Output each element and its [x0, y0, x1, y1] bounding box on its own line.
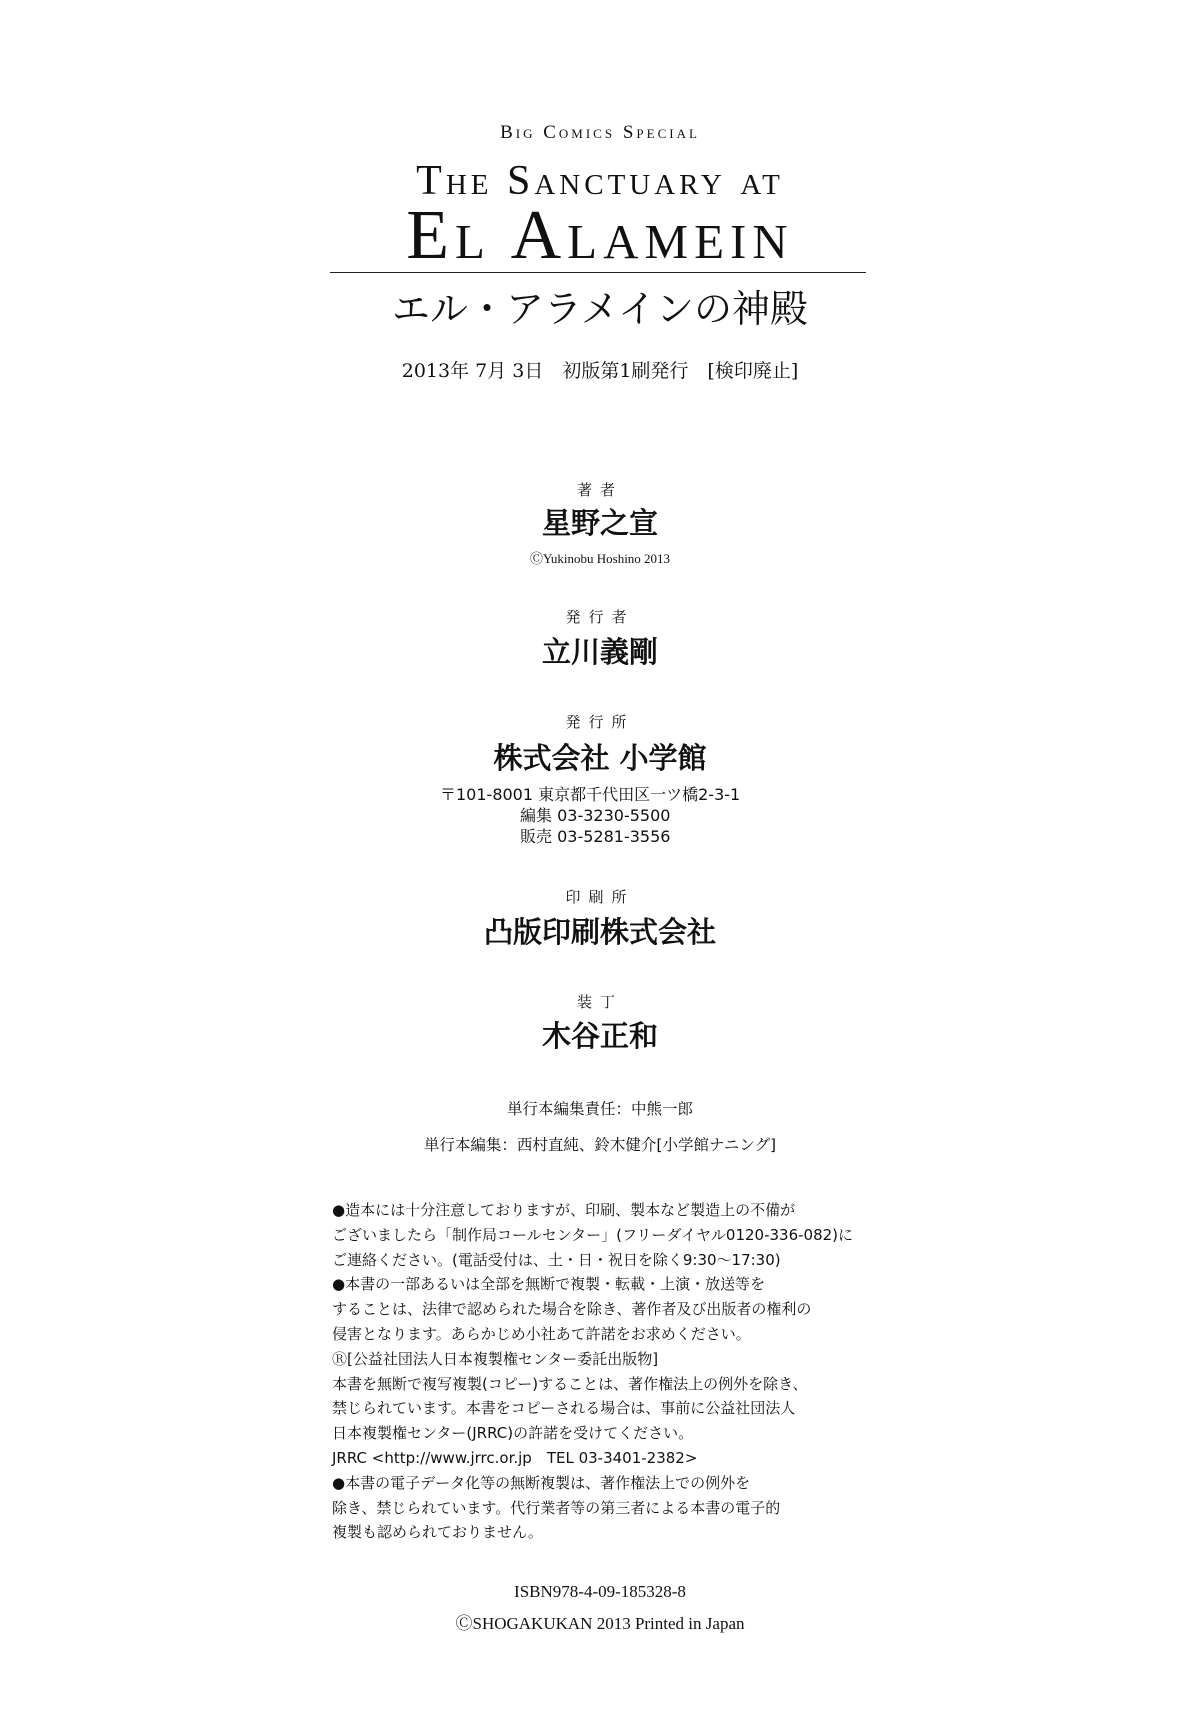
- notice-line: 侵害となります。あらかじめ小社あて許諾をお求めください。: [332, 1324, 751, 1343]
- notice-line: ございましたら「制作局コールセンター」(フリーダイヤル0120-336-082)に: [332, 1225, 854, 1244]
- design-role: 装丁: [576, 993, 623, 1011]
- author-role: 著者: [576, 481, 623, 499]
- publication-date: 2013年 7月 3日 初版第1刷発行 [検印廃止]: [401, 360, 799, 382]
- publisher-name: 立川義剛: [541, 635, 658, 669]
- editors: 単行本編集：西村直純、鈴木健介[小学館ナニング]: [423, 1136, 777, 1154]
- author-name: 星野之宣: [541, 506, 658, 540]
- printer-role: 印刷所: [565, 888, 635, 906]
- legal-notice: [332, 1198, 872, 1545]
- design-name: 木谷正和: [541, 1019, 658, 1053]
- title-en-line2: El Alamein: [406, 197, 794, 274]
- notice-line: 禁じられています。本書をコピーされる場合は、事前に公益社団法人: [332, 1399, 796, 1418]
- notice-line: ●本書の一部あるいは全部を無断で複製・転載・上演・放送等を: [332, 1275, 766, 1294]
- author-copyright: ⒸYukinobu Hoshino 2013: [529, 551, 671, 566]
- publishing-house-role: 発行所: [565, 713, 635, 731]
- notice-line: 本書を無断で複写複製(コピー)することは、著作権法上の例外を除き、: [332, 1374, 808, 1393]
- notice-line: 複製も認められておりません。: [332, 1523, 543, 1542]
- publisher-role: 発行者: [565, 608, 635, 626]
- sales-phone: 販売 03-5281-3556: [520, 827, 671, 846]
- editorial-phone: 編集 03-3230-5500: [520, 806, 671, 825]
- footer-copyright: ⒸSHOGAKUKAN 2013 Printed in Japan: [455, 1614, 745, 1633]
- notice-line: Ⓡ[公益社団法人日本複製権センター委託出版物]: [332, 1349, 659, 1368]
- publisher-address: [440, 784, 740, 847]
- title-en-line1: The Sanctuary at: [416, 158, 784, 204]
- notice-line: ご連絡ください。(電話受付は、土・日・祝日を除く9:30〜17:30): [332, 1250, 781, 1269]
- publishing-house-name: 株式会社 小学館: [493, 741, 707, 775]
- address-line: 〒101-8001 東京都千代田区一ツ橋2-3-1: [440, 785, 741, 804]
- title-jp: エル・アラメインの神殿: [391, 287, 809, 331]
- notice-line: JRRC <http://www.jrrc.or.jp TEL 03-3401-2382>: [332, 1448, 698, 1467]
- notice-line: ●造本には十分注意しておりますが、印刷、製本など製造上の不備が: [332, 1201, 796, 1219]
- printer-name: 凸版印刷株式会社: [483, 915, 716, 949]
- notice-line: 日本複製権センター(JRRC)の許諾を受けてください。: [332, 1424, 694, 1443]
- notice-line: 除き、禁じられています。代行業者等の第三者による本書の電子的: [332, 1498, 781, 1517]
- isbn: ISBN978-4-09-185328-8: [514, 1582, 686, 1601]
- notice-line: することは、法律で認められた場合を除き、著作者及び出版者の権利の: [332, 1300, 812, 1319]
- title-divider: [330, 272, 866, 273]
- notice-line: ●本書の電子データ化等の無断複製は、著作権法上での例外を: [332, 1473, 751, 1492]
- editor-in-charge: 単行本編集責任：中熊一郎: [506, 1100, 693, 1118]
- series-name: Big Comics Special: [500, 122, 700, 143]
